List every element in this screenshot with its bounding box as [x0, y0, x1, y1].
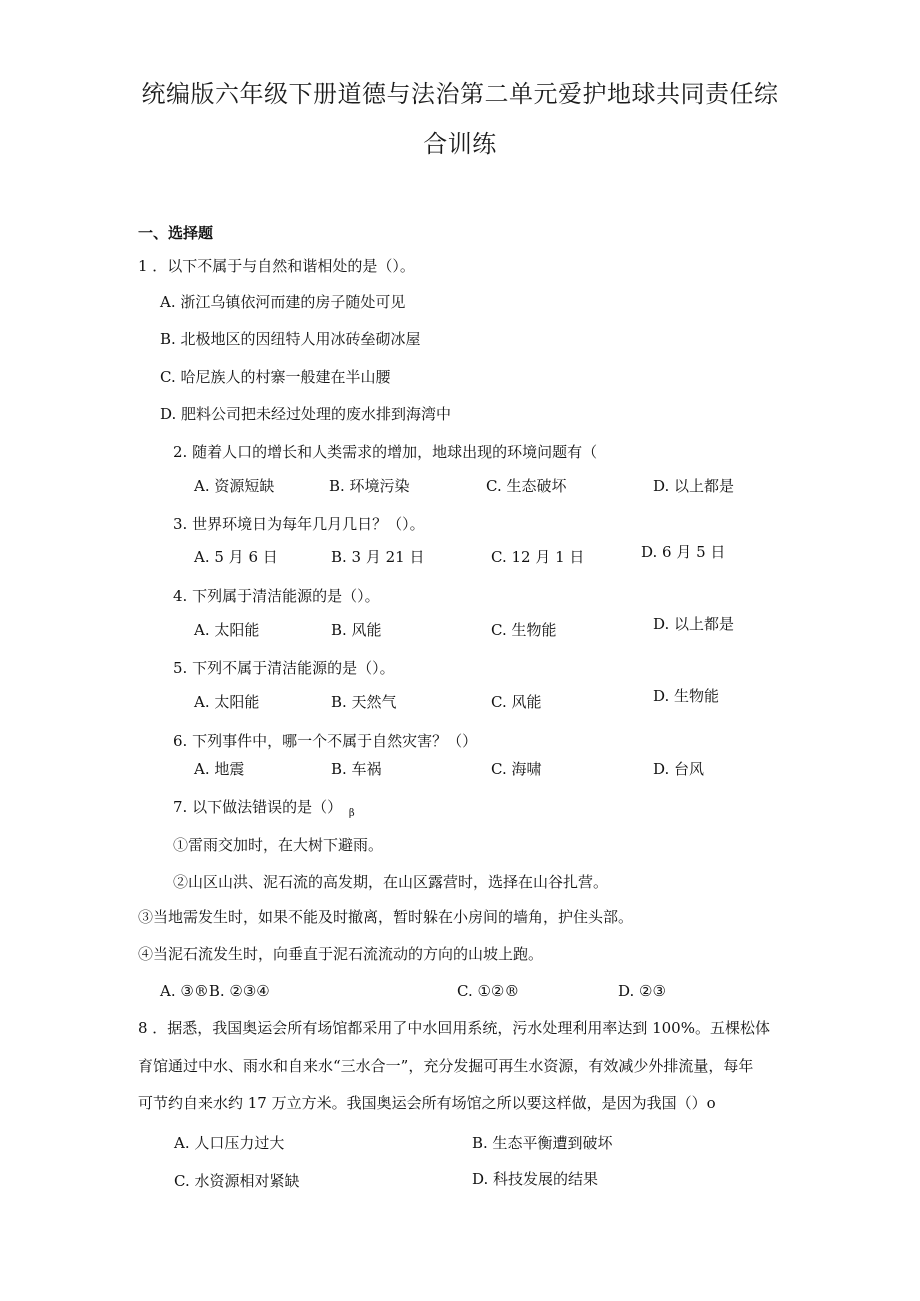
question-5-option-b: B. 天然气 — [331, 693, 397, 711]
question-2-option-b: B. 环境污染 — [329, 477, 410, 495]
question-4-option-d: D. 以上都是 — [653, 615, 735, 633]
question-8-option-b: B. 生态平衡遭到破坏 — [472, 1134, 613, 1152]
question-1-option-d: D. 肥料公司把未经过处理的废水排到海湾中 — [160, 405, 452, 423]
question-8-option-a: A. 人口压力过大 — [174, 1134, 285, 1152]
document-title-line-2: 合训练 — [423, 130, 497, 158]
question-4-stem: 4. 下列属于清洁能源的是（）。 — [173, 587, 380, 605]
question-2-option-a: A. 资源短缺 — [194, 477, 275, 495]
question-7-stem-mark: β — [348, 808, 355, 819]
question-7-option-ab: A. ③®B. ②③④ — [160, 982, 270, 1000]
question-7-option-c: C. ①②® — [457, 982, 520, 1000]
question-5-stem: 5. 下列不属于清洁能源的是（）。 — [173, 659, 395, 677]
question-1-option-b: B. 北极地区的因纽特人用冰砖垒砌冰屋 — [160, 330, 421, 348]
question-2-option-d: D. 以上都是 — [653, 477, 735, 495]
section-heading: 一、选择题 — [138, 224, 214, 242]
question-6-option-b: B. 车祸 — [331, 760, 382, 778]
question-3-stem: 3. 世界环境日为每年几月几日？（）。 — [173, 515, 425, 533]
question-8-line-3: 可节约自来水约 17 万立方米。我国奥运会所有场馆之所以要这样做，是因为我国（）o — [138, 1094, 716, 1112]
question-3-option-a: A. 5 月 6 日 — [194, 548, 278, 566]
question-3-option-d: D. 6 月 5 日 — [641, 543, 726, 561]
question-5-option-d: D. 生物能 — [653, 687, 720, 705]
question-1-option-a: A. 浙江乌镇依河而建的房子随处可见 — [160, 293, 406, 311]
question-4-option-b: B. 风能 — [331, 621, 382, 639]
document-title-line-1: 统编版六年级下册道德与法治第二单元爱护地球共同责任综 — [141, 80, 779, 108]
question-1-stem: 1 ．以下不属于与自然和谐相处的是（）。 — [138, 257, 415, 275]
question-8-option-d: D. 科技发展的结果 — [472, 1170, 599, 1188]
question-5-option-a: A. 太阳能 — [194, 693, 260, 711]
question-7-statement-4: ④当泥石流发生时，向垂直于泥石流流动的方向的山坡上跑。 — [138, 945, 544, 963]
question-3-option-b: B. 3 月 21 日 — [331, 548, 425, 566]
question-4-option-c: C. 生物能 — [491, 621, 557, 639]
question-7-stem-text: 7. 以下做法错误的是（） — [173, 798, 343, 816]
question-8-option-c: C. 水资源相对紧缺 — [174, 1172, 300, 1190]
question-8-line-2: 育馆通过中水、雨水和自来水“三水合一”，充分发掘可再生水资源，有效减少外排流量，每年 — [138, 1057, 754, 1075]
question-3-option-c: C. 12 月 1 日 — [491, 548, 585, 566]
question-6-option-c: C. 海啸 — [491, 760, 542, 778]
question-2-stem: 2. 随着人口的增长和人类需求的增加，地球出现的环境问题有（ — [173, 443, 598, 461]
question-4-option-a: A. 太阳能 — [194, 621, 260, 639]
question-6-option-d: D. 台风 — [653, 760, 705, 778]
question-7-statement-1: ①雷雨交加时，在大树下避雨。 — [173, 836, 384, 854]
question-7-statement-2: ②山区山洪、泥石流的高发期，在山区露营时，选择在山谷扎营。 — [173, 873, 609, 891]
question-8-line-1: 8 ．据悉，我国奥运会所有场馆都采用了中水回用系统，污水处理利用率达到 100%。五棵松体 — [138, 1019, 770, 1037]
question-7-option-d: D. ②③ — [618, 982, 666, 1000]
question-6-stem: 6. 下列事件中，哪一个不属于自然灾害？（） — [173, 732, 478, 750]
question-7-statement-3: ③当地需发生时，如果不能及时撤离，暂时躲在小房间的墙角，护住头部。 — [138, 908, 634, 926]
question-7-stem — [173, 797, 355, 824]
question-1-option-c: C. 哈尼族人的村寨一般建在半山腰 — [160, 368, 391, 386]
question-2-option-c: C. 生态破坏 — [486, 477, 567, 495]
question-5-option-c: C. 风能 — [491, 693, 542, 711]
question-6-option-a: A. 地震 — [194, 760, 245, 778]
